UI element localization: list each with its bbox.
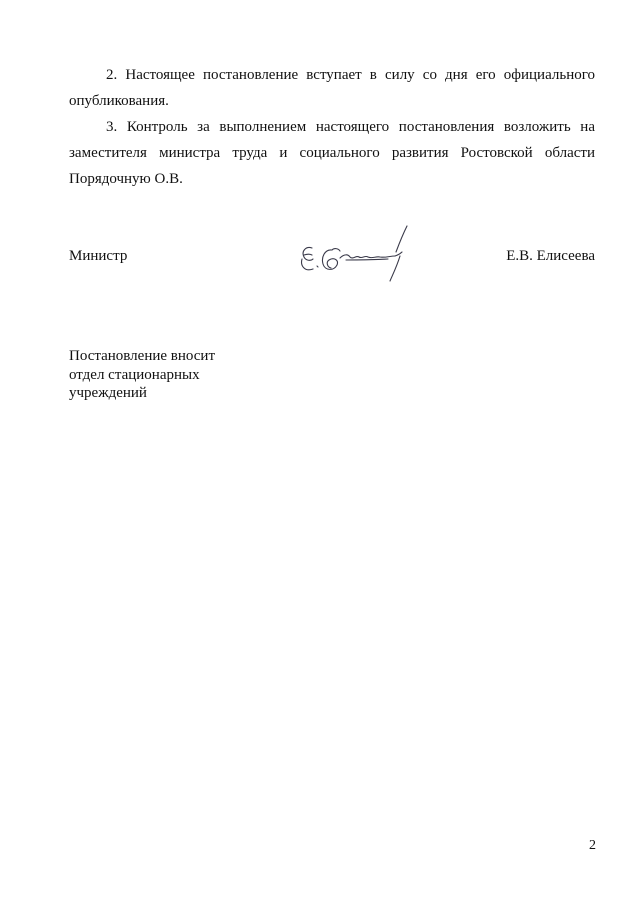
handwritten-signature <box>296 214 414 286</box>
signatory-title: Министр <box>69 248 128 264</box>
paragraph-line: заместителя министра труда и социального развития Ростовской области <box>69 145 595 161</box>
paragraph-control <box>69 114 595 192</box>
paragraph-line: 3. Контроль за выполнением настоящего постановления возложить на <box>106 119 595 135</box>
note-line: Постановление вносит <box>69 348 216 364</box>
note-line: отдел стационарных <box>69 366 200 383</box>
submitted-by-note <box>69 347 289 403</box>
note-line: учреждений <box>69 385 147 401</box>
paragraph-entry-into-force <box>69 62 595 114</box>
page-number: 2 <box>589 838 596 853</box>
signatory-name: Е.В. Елисеева <box>506 248 595 264</box>
paragraph-line: опубликования. <box>69 93 169 109</box>
paragraph-line: Порядочную О.В. <box>69 171 183 187</box>
paragraph-line: 2. Настоящее постановление вступает в силу со дня его официального <box>106 67 595 83</box>
